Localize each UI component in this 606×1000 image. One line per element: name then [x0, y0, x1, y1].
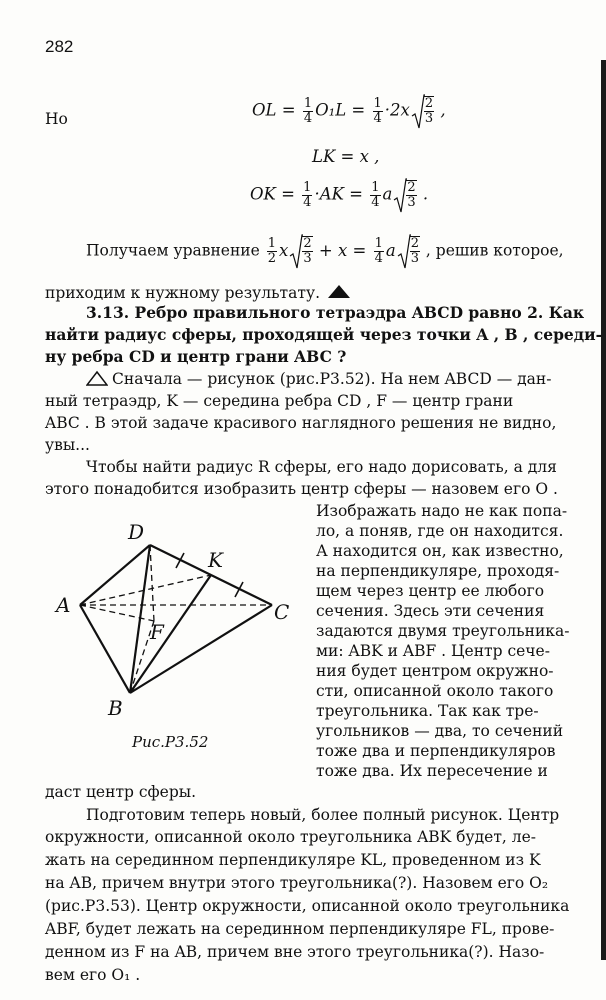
- figure-caption: Рис.Р3.52: [132, 733, 209, 751]
- tetrahedron-figure: [48, 515, 308, 767]
- equation-ok: OK = $\frac{1}{4}$ ·AK = $\frac{1}{4}$ a $\frac{2}{3}$ .: [250, 180, 428, 210]
- problem-line-2: найти радиус сферы, проходящей через точки A , B , середи-: [45, 325, 603, 344]
- segment-df-hidden: [150, 545, 154, 621]
- solution-start-triangle-icon: [86, 370, 108, 386]
- radical-sign: [397, 234, 411, 270]
- wrap-line: сечения. Здесь эти сечения: [316, 602, 545, 620]
- vertex-label-c: C: [274, 600, 290, 624]
- wrap-line: задаются двумя треугольника-: [316, 622, 570, 640]
- vertex-label-a: A: [56, 593, 71, 617]
- radical-sign: [289, 234, 303, 270]
- paragraph-3-line: ABF, будет лежать на серединном перпендикуляре FL, прове-: [45, 920, 555, 938]
- equation-line: Получаем уравнение $\frac{1}{2}$ x $\frac{2}{3}$ + x = $\frac{1}{4}$ a $\frac{2}{3}$ , решив которое,: [86, 236, 564, 266]
- paragraph-3-line: (рис.Р3.53). Центр окружности, описанной около треугольника: [45, 897, 570, 915]
- radical-sign: [393, 178, 407, 214]
- paragraph-2-line-2: этого понадобится изобразить центр сферы — назовем его O .: [45, 480, 558, 498]
- segment-af-hidden: [80, 605, 154, 621]
- wrap-line: Изображать надо не как попа-: [316, 502, 568, 520]
- wrap-line: ния будет центром окружно-: [316, 662, 554, 680]
- paragraph-3-line: Подготовим теперь новый, более полный рисунок. Центр: [86, 806, 560, 824]
- paragraph-1-line-4: увы...: [45, 436, 90, 454]
- problem-line-3: ну ребра CD и центр грани ABC ?: [45, 347, 347, 366]
- wrap-line: ми: ABK и ABF . Центр сече-: [316, 642, 550, 660]
- wrap-line: щем через центр ее любого: [316, 582, 545, 600]
- wrap-line: тоже два. Их пересечение и: [316, 762, 548, 780]
- wrap-line: на перпендикуляре, проходя-: [316, 562, 560, 580]
- equation-ol: OL = $\frac{1}{4}$ O₁L = $\frac{1}{4}$ ·2x $\frac{2}{3}$ ,: [252, 96, 446, 126]
- paragraph-3-line: денном из F на AB, причем вне этого треугольника(?). Назо-: [45, 943, 545, 961]
- wrap-line: угольников — два, то сечений: [316, 722, 564, 740]
- equation-lk: LK = x ,: [312, 147, 380, 166]
- paragraph-1-line-3: ABC . В этой задаче красивого наглядного решения не видно,: [45, 414, 557, 432]
- point-label-k: K: [208, 548, 223, 572]
- wrap-line: А находится он, как известно,: [316, 542, 564, 560]
- end-of-solution-triangle-icon: [327, 283, 351, 299]
- paragraph-1-line-2: ный тетраэдр, K — середина ребра CD , F — центр грани: [45, 392, 514, 410]
- paragraph-2-line-1: Чтобы найти радиус R сферы, его надо дорисовать, а для: [86, 458, 557, 476]
- wrap-line: ло, а поняв, где он находится.: [316, 522, 564, 540]
- edge-bc: [130, 605, 272, 693]
- wrap-line: тоже два и перпендикуляров: [316, 742, 556, 760]
- paragraph-1-line-1: Сначала — рисунок (рис.Р3.52). На нем ABCD — дан-: [86, 370, 551, 388]
- radical-sign: [411, 94, 425, 130]
- paragraph-3-line: окружности, описанной около треугольника ABK будет, ле-: [45, 828, 537, 846]
- segment-bk: [130, 575, 211, 693]
- edge-db: [130, 545, 150, 693]
- wrap-line: сти, описанной около такого: [316, 682, 554, 700]
- text-but: Но: [45, 110, 68, 128]
- page-number: 282: [45, 37, 74, 56]
- text-result: приходим к нужному результату.: [45, 283, 351, 302]
- vertex-label-b: B: [108, 696, 123, 720]
- point-label-f: F: [150, 620, 164, 644]
- page-edge-shadow: [601, 60, 606, 960]
- paragraph-3-line: вем его O₁ .: [45, 966, 141, 984]
- paragraph-3-line: жать на серединном перпендикуляре KL, проведенном из K: [45, 851, 541, 869]
- vertex-label-d: D: [128, 520, 145, 544]
- paragraph-2-end: даст центр сферы.: [45, 783, 197, 801]
- edge-ab: [80, 605, 130, 693]
- wrap-line: треугольника. Так как тре-: [316, 702, 539, 720]
- edge-ad: [80, 545, 150, 605]
- problem-line-1: 3.13. Ребро правильного тетраэдра ABCD равно 2. Как: [86, 303, 585, 322]
- paragraph-3-line: на AB, причем внутри этого треугольника(?). Назовем его O₂: [45, 874, 549, 892]
